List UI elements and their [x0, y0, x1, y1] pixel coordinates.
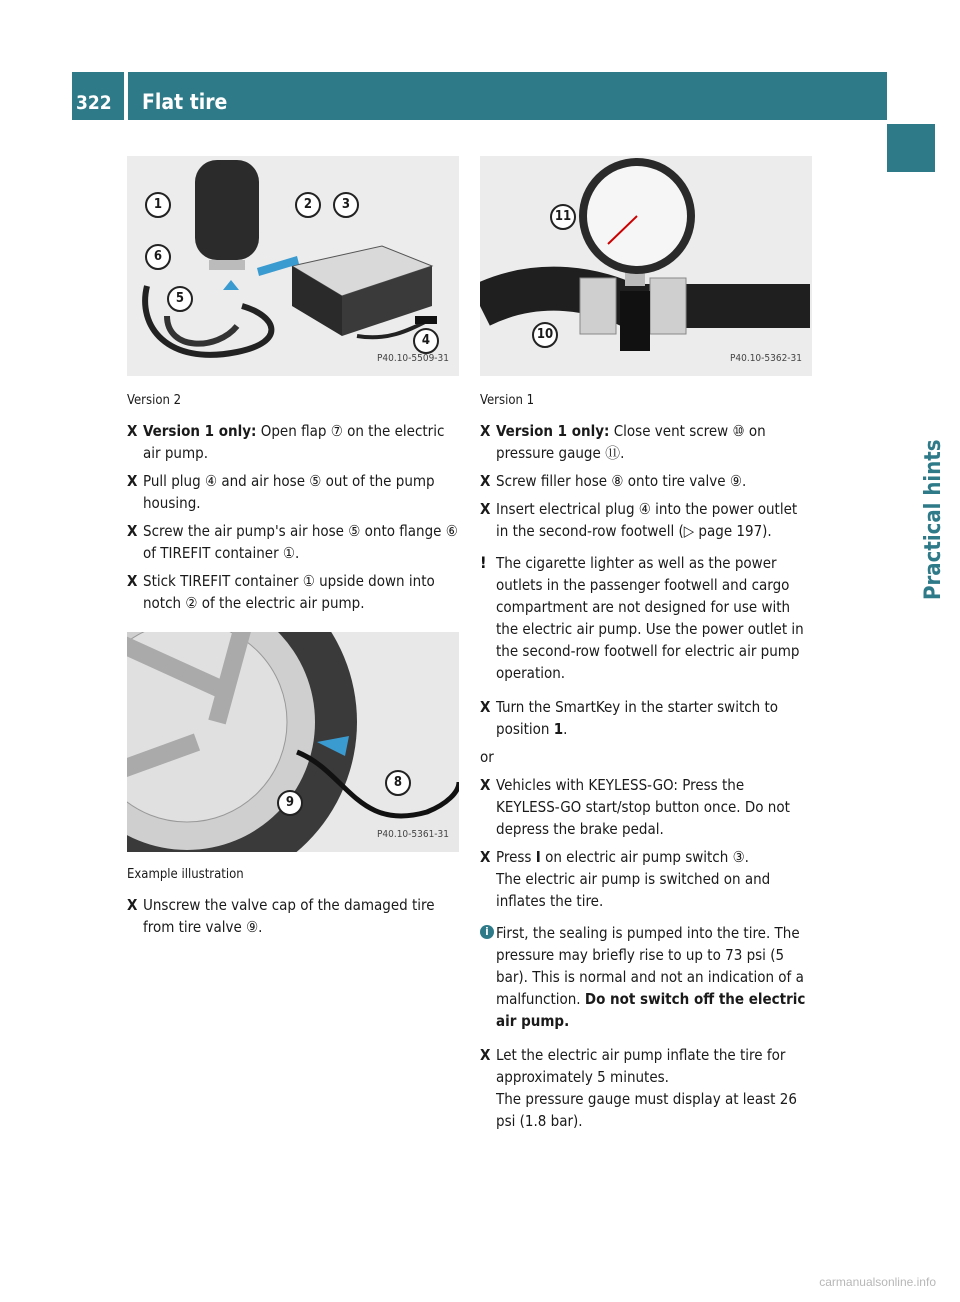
info-bold: Do not switch off the electric air pump. [496, 990, 806, 1030]
callout-1: 1 [145, 192, 171, 218]
step-marker-icon: X [480, 698, 491, 716]
step-lead: Version 1 only: [496, 422, 610, 440]
step-text: Open flap ⑦ on the electric air pump. [143, 422, 445, 462]
step-marker-icon: X [127, 472, 138, 490]
step-text: Press [496, 848, 536, 866]
step-text: Pull plug ④ and air hose ⑤ out of the pump housing. [143, 472, 435, 512]
info-text: First, the sealing is pumped into the tire. The pressure may briefly rise to up to 73 psi (5 bar). This is normal and not an indication of a malfunction. [496, 924, 804, 1008]
step-text: Let the electric air pump inflate the tire for approximately 5 minutes. [496, 1046, 786, 1086]
instruction-step [480, 846, 812, 912]
figure-tire-valve [127, 632, 459, 852]
figure-caption: Example illustration [127, 867, 244, 882]
callout-4: 4 [413, 328, 439, 354]
section-side-tab-label: Practical hints [921, 439, 946, 600]
step-bold: 1 [553, 720, 564, 738]
or-separator: or [480, 748, 494, 766]
callout-10: 10 [532, 322, 558, 348]
pressure-gauge-illustration [480, 156, 812, 376]
step-text: Turn the SmartKey in the starter switch to position [496, 698, 779, 738]
step-text: Vehicles with KEYLESS-GO: Press the KEYLESS-GO start/stop button once. Do not depress the brake pedal. [496, 776, 790, 838]
step-text: Unscrew the valve cap of the damaged tire from tire valve ⑨. [143, 896, 435, 936]
tirefit-kit-illustration [127, 156, 459, 376]
callout-8: 8 [385, 770, 411, 796]
step-marker-icon: X [480, 422, 491, 440]
figure-code: P40.10-5361-31 [376, 829, 449, 840]
callout-3: 3 [333, 192, 359, 218]
section-tab-block [887, 124, 935, 172]
figure-code: P40.10-5362-31 [729, 353, 802, 364]
instruction-step [480, 420, 812, 464]
step-marker-icon: X [480, 472, 491, 490]
page-number: 322 [72, 72, 124, 120]
page-title: Flat tire [128, 72, 887, 120]
step-bold: I [535, 848, 541, 866]
step-text: Stick TIREFIT container ① upside down into notch ② of the electric air pump. [143, 572, 435, 612]
watermark: carmanualsonline.info [819, 1275, 936, 1289]
step-text: Screw the air pump's air hose ⑤ onto flange ⑥ of TIREFIT container ①. [143, 522, 458, 562]
warning-text: The cigarette lighter as well as the power outlets in the passenger footwell and cargo compartment are not designed for use with the electric air pump. Use the power outlet in the second-row footwell for electric air pump operation. [496, 554, 804, 682]
step-marker-icon: X [127, 422, 138, 440]
warning-icon: ! [480, 553, 487, 572]
step-marker-icon: X [480, 1046, 491, 1064]
step-marker-icon: X [127, 572, 138, 590]
figure-tirefit-kit [127, 156, 459, 376]
info-icon: i [480, 925, 494, 939]
step-marker-icon: X [480, 500, 491, 518]
instruction-step [127, 420, 459, 464]
instruction-step [127, 470, 459, 514]
figure-caption: Version 1 [480, 393, 535, 408]
step-marker-icon: X [480, 776, 491, 794]
step-result: The pressure gauge must display at least 26 psi (1.8 bar). [496, 1090, 797, 1130]
figure-caption: Version 2 [127, 393, 182, 408]
callout-6: 6 [145, 244, 171, 270]
instruction-step [480, 470, 812, 492]
step-text-end: . [563, 720, 568, 738]
instruction-step [127, 894, 459, 938]
callout-9: 9 [277, 790, 303, 816]
instruction-step [480, 696, 812, 740]
instruction-step [480, 774, 812, 840]
callout-5: 5 [167, 286, 193, 312]
instruction-step [127, 570, 459, 614]
instruction-step [480, 498, 812, 542]
tire-valve-illustration [127, 632, 459, 852]
figure-pressure-gauge [480, 156, 812, 376]
step-text: Screw filler hose ⑧ onto tire valve ⑨. [496, 472, 747, 490]
step-marker-icon: X [127, 896, 138, 914]
instruction-step [480, 1044, 812, 1132]
step-text-end: on electric air pump switch ③. [540, 848, 749, 866]
step-lead: Version 1 only: [143, 422, 257, 440]
step-marker-icon: X [480, 848, 491, 866]
callout-2: 2 [295, 192, 321, 218]
step-text: Close vent screw ⑩ on pressure gauge ⑪. [496, 422, 766, 462]
warning-note [480, 552, 812, 684]
step-marker-icon: X [127, 522, 138, 540]
right-column [480, 156, 812, 1138]
left-column [127, 156, 459, 944]
figure-code: P40.10-5509-31 [376, 353, 449, 364]
section-side-tab [887, 180, 946, 600]
info-note [480, 922, 812, 1032]
step-result: The electric air pump is switched on and inflates the tire. [496, 870, 771, 910]
step-text: Insert electrical plug ④ into the power outlet in the second-row footwell (▷ page 197). [496, 500, 798, 540]
instruction-step [127, 520, 459, 564]
callout-11: 11 [550, 204, 576, 230]
